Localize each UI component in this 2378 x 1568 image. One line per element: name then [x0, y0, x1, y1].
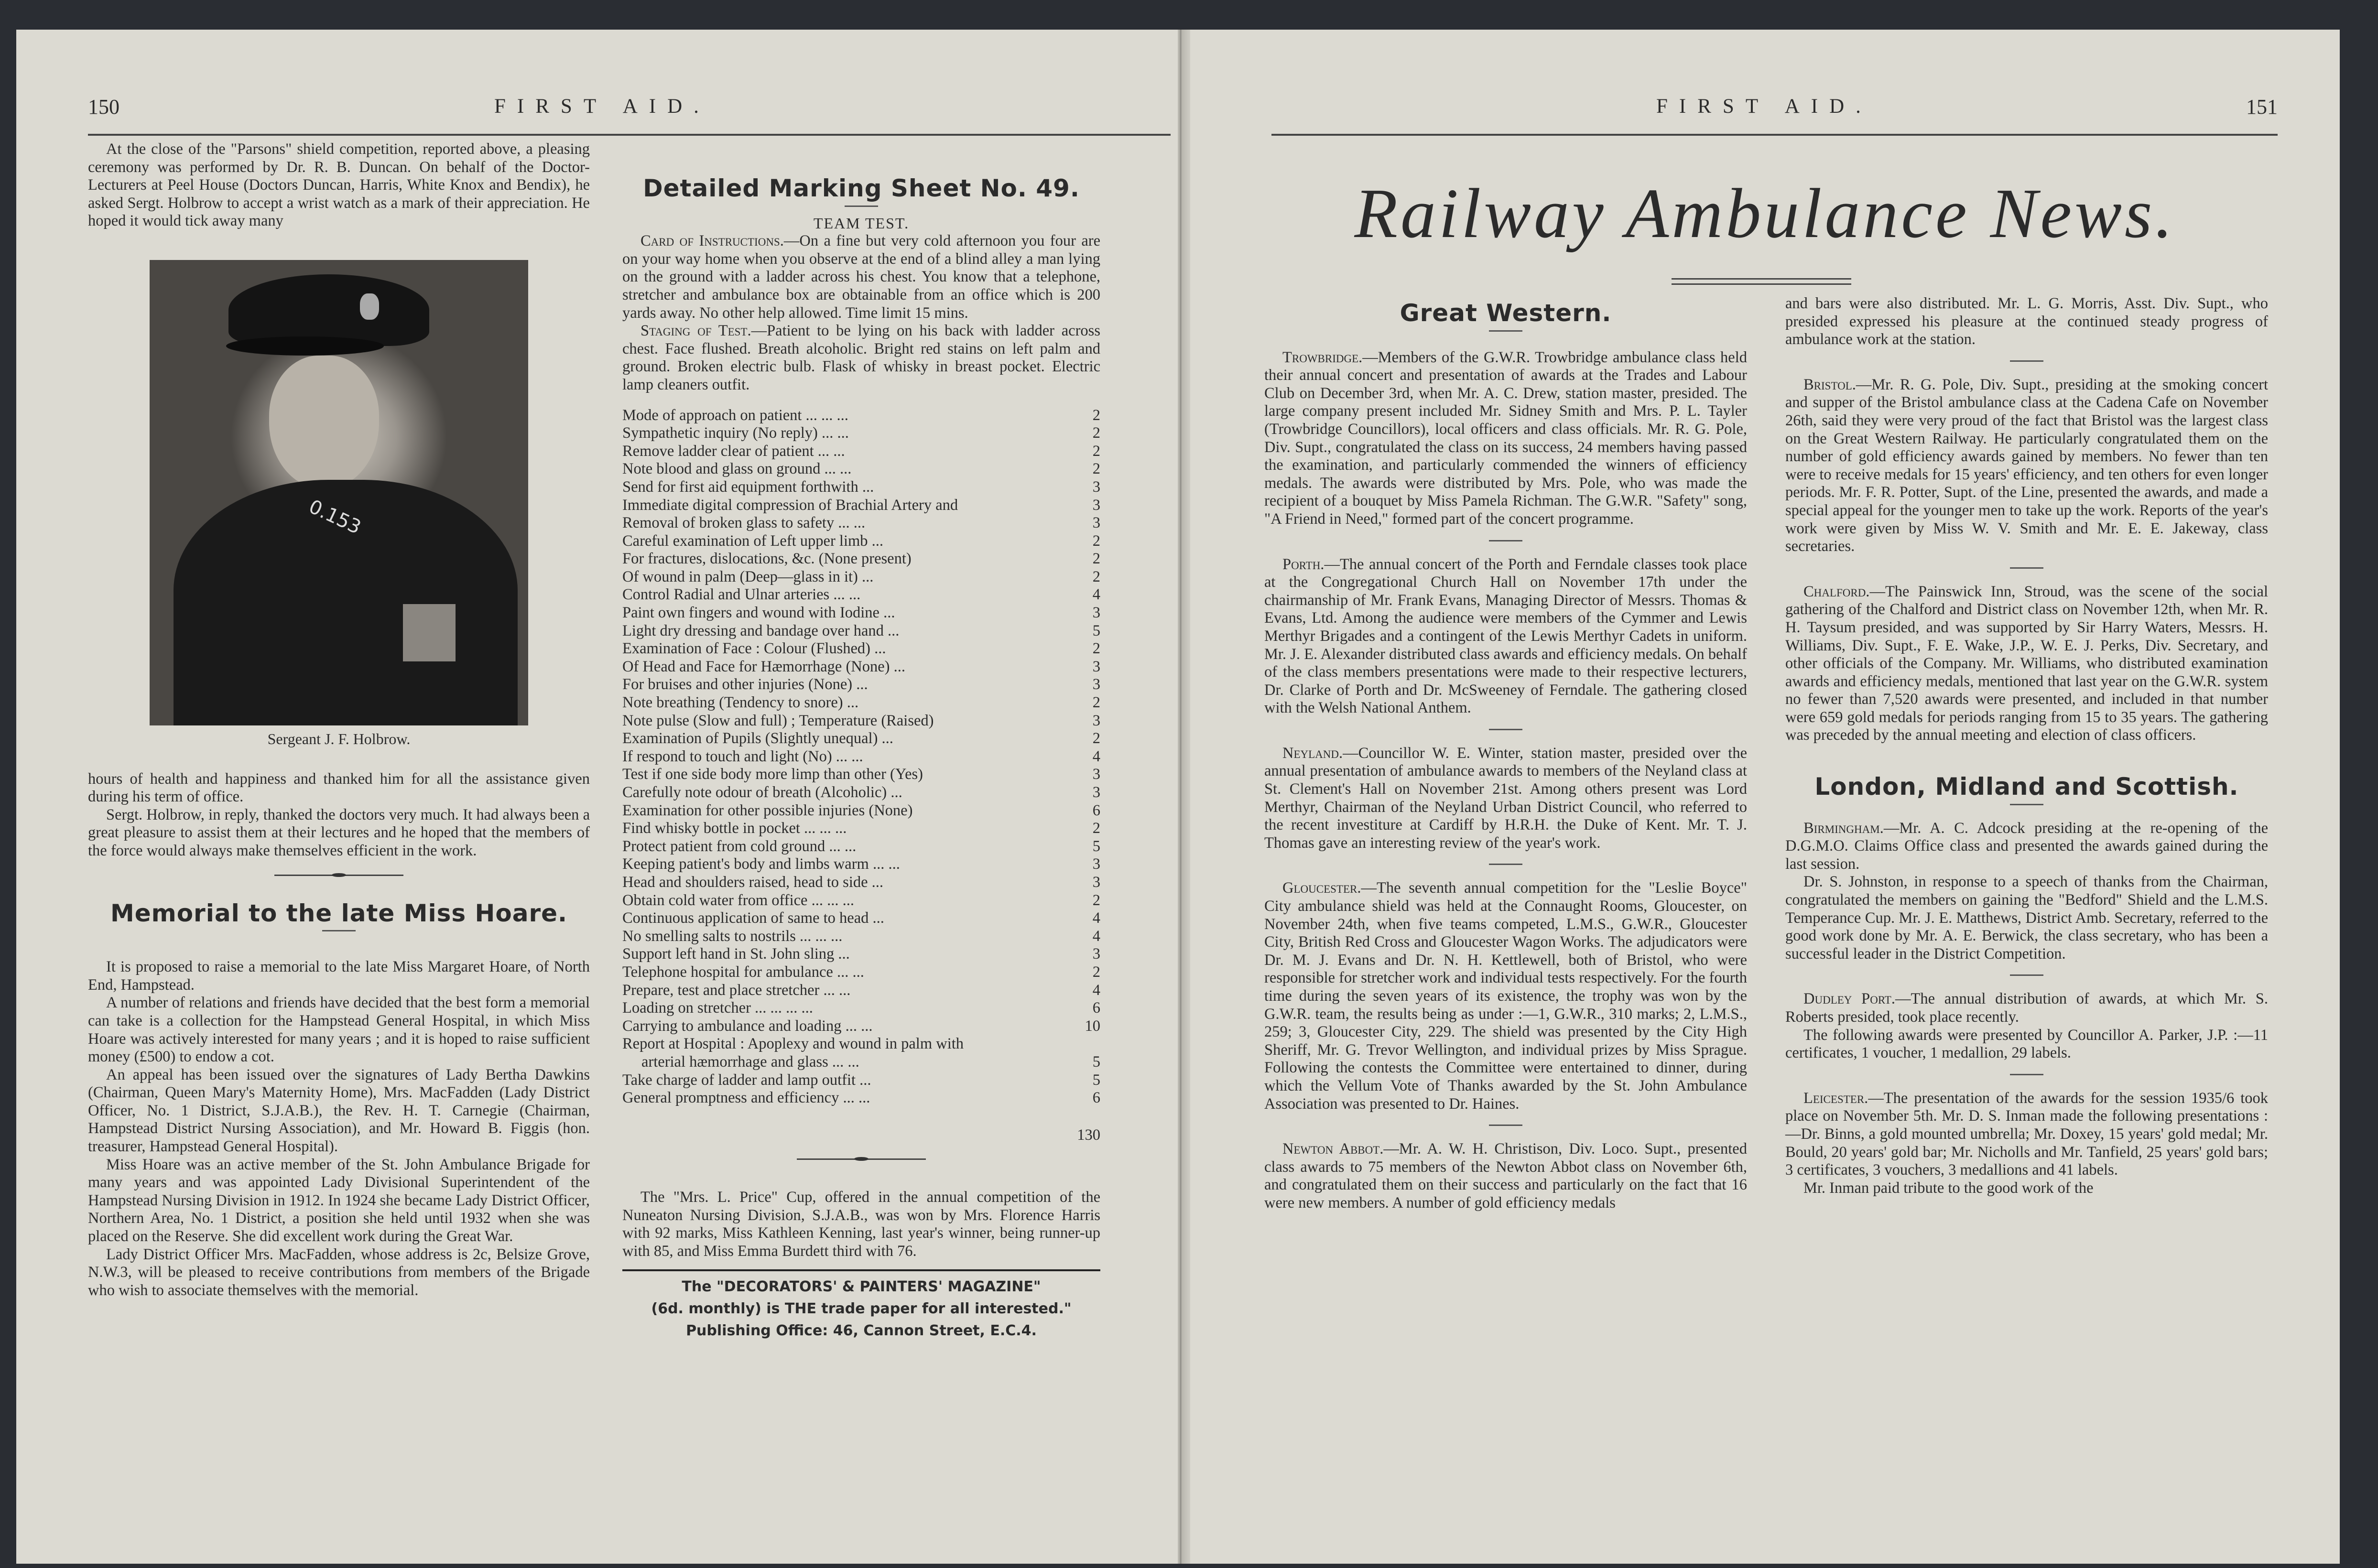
- marking-item-label: Carrying to ambulance and loading ... ...: [622, 1017, 873, 1035]
- marking-row: [622, 658, 1100, 676]
- marking-item-label: Protect patient from cold ground ... ...: [622, 837, 857, 855]
- marking-row: [622, 963, 1100, 982]
- marking-item-points: 4: [1092, 586, 1100, 604]
- marking-item-label: Take charge of ladder and lamp outfit ...: [622, 1071, 871, 1089]
- left-column-2: [622, 141, 1100, 1342]
- marking-item-label: Telephone hospital for ambulance ... ...: [622, 963, 864, 981]
- marking-item-label: No smelling salts to nostrils ... ... ...: [622, 927, 843, 945]
- marking-row: [622, 712, 1100, 730]
- marking-item-points: 3: [1092, 784, 1100, 801]
- collar-number: 0.153: [305, 496, 365, 539]
- marking-item-points: 2: [1092, 442, 1100, 460]
- marking-item-points: 4: [1092, 747, 1100, 765]
- marking-item-label: Examination of Pupils (Slightly unequal) ...: [622, 730, 893, 747]
- marking-item-label: Mode of approach on patient ... ... ...: [622, 406, 848, 424]
- short-rule: [2010, 567, 2043, 569]
- marking-sheet-heading: Detailed Marking Sheet No. 49.: [643, 174, 1080, 202]
- memorial-heading: Memorial to the late Miss Hoare.: [110, 899, 568, 927]
- marking-row: [622, 748, 1100, 766]
- marking-row: [622, 855, 1100, 874]
- marking-item-label: Careful examination of Left upper limb ...: [622, 532, 884, 550]
- leicester-text: —The presentation of the awards for the session 1935/6 took place on November 5th. Mr. D. S. Inman made the following presentations :—Dr. Binns, a gold mounted umbrella; Mr. Doxey, 15 years' gold medal; Mr. Bould, 20 years' gold bar; Mr. Nicholls and Mr. Tanfield, 25 years' gold bars; 3 certificates, 3 vouchers, 3 medallions and 41 labels.: [1785, 1089, 2268, 1179]
- short-rule: [2010, 974, 2043, 976]
- marking-row: [622, 999, 1100, 1017]
- holbrow-para-1: hours of health and happiness and thanked him for all the assistance given during his term of office.: [88, 770, 590, 806]
- marking-item-label: Head and shoulders raised, head to side ...: [622, 873, 884, 891]
- left-column-1: [88, 141, 590, 1299]
- porth-label: Porth.: [1282, 555, 1325, 573]
- marking-row: [622, 424, 1100, 443]
- marking-row: [622, 1035, 1100, 1053]
- bristol-label: Bristol.: [1803, 376, 1856, 393]
- marking-item-points: 2: [1092, 820, 1100, 837]
- marking-row: [622, 838, 1100, 856]
- marking-item-points: 2: [1092, 568, 1100, 585]
- marking-item-label: Obtain cold water from office ... ... ...: [622, 891, 854, 909]
- marking-row: [622, 945, 1100, 963]
- marking-item-label: Remove ladder clear of patient ... ...: [622, 442, 845, 460]
- running-head: FIRST AID.: [494, 95, 710, 118]
- marking-item-label: Support left hand in St. John sling ...: [622, 945, 850, 963]
- magazine-advert: [622, 1269, 1100, 1342]
- marking-item-label: Keeping patient's body and limbs warm ... ...: [622, 855, 900, 873]
- dudley-port-label: Dudley Port.: [1803, 990, 1895, 1008]
- marking-item-points: 2: [1092, 730, 1100, 747]
- marking-item-points: 2: [1092, 406, 1100, 424]
- marking-item-label: Control Radial and Ulnar arteries ... ...: [622, 586, 861, 604]
- marking-row: [622, 586, 1100, 604]
- dudley-port-text-2: The following awards were presented by Councillor A. Parker, J.P. :—11 certificates, 1 voucher, 1 medallion, 29 labels.: [1785, 1026, 2268, 1062]
- neyland-label: Neyland.: [1282, 744, 1343, 762]
- marking-item-label: Loading on stretcher ... ... ... ...: [622, 999, 813, 1017]
- marking-row: [622, 1071, 1100, 1090]
- short-rule: [1489, 729, 1522, 730]
- porth-text: —The annual concert of the Porth and Ferndale classes took place at the Congregational Church Hall on November 17th under the chairmanship of Mr. Frank Evans, Managing Director of Messrs. Thomas & Evans, Ltd. Among the audience were members of the Cymmer and Lewis Merthyr Brigades and a contingent of the Lewis Merthyr Cadets in uniform. Mr. J. E. Alexander distributed class awards and efficiency medals. On behalf of the class members presentations were made to their respective lecturers, Dr. Clarke of Porth and Dr. McSweeney of Ferndale. The gathering closed with the Welsh National Anthem.: [1264, 555, 1747, 717]
- marking-row: [622, 928, 1100, 946]
- dudley-port-text: —The annual distribution of awards, at which Mr. S. Roberts presided, took place recently.: [1785, 990, 2268, 1026]
- short-rule: [1489, 330, 1522, 332]
- header-rule: [88, 134, 1171, 136]
- newton-abbot-label: Newton Abbot.: [1282, 1140, 1384, 1158]
- marking-item-points: 4: [1092, 927, 1100, 945]
- gloucester-label: Gloucester.: [1282, 879, 1361, 897]
- marking-item-points: 2: [1092, 460, 1100, 478]
- marking-item-points: 3: [1092, 514, 1100, 532]
- marking-item-points: 6: [1092, 801, 1100, 819]
- memorial-para-4: Miss Hoare was an active member of the St. John Ambulance Brigade for many years and was appointed Lady Divisional Superintendent of the Hampstead Nursing Division in 1912. In 1924 she became Lady District Officer, Northern Area, No. 1 District, a position she held until 1932 when she was placed on the Reserve. She did excellent work during the Great War.: [88, 1156, 590, 1245]
- marking-row: [622, 1053, 1100, 1071]
- marking-row: [622, 568, 1100, 586]
- marking-row: [622, 514, 1100, 532]
- advert-line-1: The "DECORATORS' & PAINTERS' MAGAZINE": [682, 1278, 1041, 1295]
- running-head: FIRST AID.: [1656, 95, 1872, 118]
- ornament-divider: [274, 875, 403, 876]
- birmingham-label: Birmingham.: [1803, 819, 1884, 837]
- marking-row: [622, 694, 1100, 712]
- marking-item-points: 5: [1092, 1053, 1100, 1071]
- short-rule: [1489, 864, 1522, 865]
- marking-item-label: Examination for other possible injuries (None): [622, 801, 913, 819]
- marks-total: 130: [1077, 1126, 1100, 1144]
- instructions-label: Card of Instructions.: [641, 232, 784, 250]
- team-test-subheading: TEAM TEST.: [813, 214, 910, 232]
- marking-row: [622, 802, 1100, 820]
- birmingham-text: —Mr. A. C. Adcock presiding at the re-opening of the D.G.M.O. Claims Office class and presented the awards gained during the last session.: [1785, 819, 2268, 873]
- marking-item-points: [1081, 1035, 1100, 1053]
- advert-line-3: Publishing Office: 46, Cannon Street, E.C.4.: [686, 1322, 1037, 1339]
- marking-row: [622, 460, 1100, 478]
- marking-item-points: 3: [1092, 766, 1100, 783]
- marking-item-label: General promptness and efficiency ... ...: [622, 1089, 870, 1107]
- marking-item-label: arterial hæmorrhage and glass ... ...: [641, 1053, 859, 1071]
- marking-item-label: For fractures, dislocations, &c. (None present): [622, 550, 912, 568]
- marking-item-points: 4: [1092, 909, 1100, 927]
- marking-item-points: 3: [1092, 712, 1100, 729]
- ornament-divider: [797, 1158, 926, 1160]
- marking-row: [622, 874, 1100, 892]
- marking-item-points: 2: [1092, 891, 1100, 909]
- holbrow-para-2: Sergt. Holbrow, in reply, thanked the doctors very much. It had always been a great pleasure to assist them at their lectures and he hoped that the members of the force would always make themselves efficient in the work.: [88, 806, 590, 859]
- marking-item-points: 5: [1092, 622, 1100, 639]
- marking-item-label: Continuous application of same to head ...: [622, 909, 884, 927]
- newton-abbot-text: —Mr. A. W. H. Christison, Div. Loco. Supt., presented class awards to 75 members of the Newton Abbot class on November 6th, and congratulated them on their success and particularly on the fact that 16 were new members. A number of gold efficiency medals: [1264, 1140, 1747, 1211]
- marking-item-points: 3: [1092, 604, 1100, 622]
- title-double-rule: [1672, 278, 1851, 285]
- marking-row: [622, 676, 1100, 694]
- marking-item-label: Of wound in palm (Deep—glass in it) ...: [622, 568, 874, 585]
- memorial-para-1: It is proposed to raise a memorial to the late Miss Margaret Hoare, of North End, Hampstead.: [88, 958, 590, 994]
- marking-row: [622, 820, 1100, 838]
- marking-list: [622, 407, 1100, 1107]
- short-rule: [322, 930, 356, 931]
- marking-row: [622, 622, 1100, 640]
- short-rule: [845, 205, 878, 207]
- leicester-label: Leicester.: [1803, 1089, 1868, 1107]
- staging-label: Staging of Test.: [641, 322, 751, 340]
- marking-item-points: 2: [1092, 694, 1100, 712]
- birmingham-text-2: Dr. S. Johnston, in response to a speech of thanks from the Chairman, congratulated the members on gaining the "Bedford" Shield and the L.M.S. Temperance Cup. Mr. J. E. Matthews, District Amb. Secretary, referred to the good work done by Mr. A. E. Berwick, the class secretary, who has been a successful leader in the District Competition.: [1785, 873, 2268, 962]
- trowbridge-text: —Members of the G.W.R. Trowbridge ambulance class held their annual concert and presentation of awards at the Trades and Labour Club on December 3rd, when Mr. A. C. Drew, station master, presided. The large company present included Mr. Sidney Smith and Mrs. P. L. Tayler (Trowbridge Councillors), local officers and class officials. Mr. R. G. Pole, Div. Supt., congratulated the class on its success, 24 members having passed the examination, and particularly commended the winners of efficiency medals. The awards were distributed by Mrs. Pole, who was made the recipient of a bouquet by Miss Pamela Richman. The G.W.R. "Safety" song, "A Friend in Need," formed part of the concert programme.: [1264, 348, 1747, 528]
- trowbridge-label: Trowbridge.: [1282, 348, 1363, 366]
- marking-row: [622, 784, 1100, 802]
- marking-item-points: 3: [1092, 478, 1100, 496]
- marking-item-points: 2: [1092, 550, 1100, 568]
- marking-item-label: Of Head and Face for Hæmorrhage (None) ...: [622, 658, 905, 675]
- marking-item-label: If respond to touch and light (No) ... ...: [622, 747, 863, 765]
- marking-item-label: Test if one side body more limp than other (Yes): [622, 766, 923, 783]
- marking-row: [622, 550, 1100, 568]
- marking-item-points: 3: [1092, 496, 1100, 514]
- chalford-label: Chalford.: [1803, 583, 1870, 600]
- great-western-heading: Great Western.: [1400, 299, 1612, 327]
- marking-row: [622, 1017, 1100, 1036]
- marking-item-label: Sympathetic inquiry (No reply) ... ...: [622, 424, 849, 442]
- marking-row: [622, 766, 1100, 784]
- marking-item-label: Find whisky bottle in pocket ... ... ...: [622, 820, 847, 837]
- marking-item-label: Paint own fingers and wound with Iodine ...: [622, 604, 895, 622]
- marking-item-label: Carefully note odour of breath (Alcoholic) ...: [622, 784, 902, 801]
- short-rule: [2010, 360, 2043, 362]
- marking-item-points: 3: [1092, 676, 1100, 693]
- marking-row: [622, 532, 1100, 551]
- marking-item-points: 2: [1092, 424, 1100, 442]
- marking-item-points: 6: [1092, 1089, 1100, 1107]
- holbrow-photo: [150, 260, 528, 725]
- right-column-1: [1264, 295, 1747, 1212]
- left-page: [16, 30, 1178, 1564]
- memorial-para-5: Lady District Officer Mrs. MacFadden, whose address is 2c, Belsize Grove, N.W.3, will be pleased to receive contributions from members of the Brigade who wish to associate themselves with the memorial.: [88, 1245, 590, 1299]
- header-rule: [1271, 134, 2278, 136]
- lms-heading: London, Midland and Scottish.: [1814, 773, 2239, 801]
- marking-row: [622, 909, 1100, 928]
- marking-item-label: Note pulse (Slow and full) ; Temperature (Raised): [622, 712, 934, 729]
- marking-item-points: 5: [1092, 1071, 1100, 1089]
- marking-row: [622, 982, 1100, 1000]
- marking-item-label: Removal of broken glass to safety ... ...: [622, 514, 866, 532]
- marking-row: [622, 640, 1100, 658]
- marking-item-label: Prepare, test and place stretcher ... ...: [622, 981, 851, 999]
- right-page: [1190, 30, 2340, 1564]
- marking-item-points: 6: [1092, 999, 1100, 1017]
- marking-item-points: 3: [1092, 855, 1100, 873]
- marking-item-label: Note breathing (Tendency to snore) ...: [622, 694, 859, 712]
- gloucester-text: —The seventh annual competition for the "Leslie Boyce" City ambulance shield was held at the Connaught Rooms, Gloucester, on November 24th, when five teams competed, L.M.S., G.W.R., Gloucester City, British Red Cross and Gloucester Wagon Works. The adjudicators were Dr. M. J. Evans and Dr. N. H. Kettlewell, both of Bristol, who were responsible for stretcher work and individual tests respectively. For the fourth time during the seven years of its existence, the trophy was won by the G.W.R. team, the results being as under :—1, G.W.R., 310 marks; 2, L.M.S., 259; 3, Gloucester City, 229. The shield was presented by the City High Sheriff, Mr. G. Trevor Wellington, and individual prizes by Miss Sprague. Following the contests the Committee were entertained to dinner, during which the Vellum Vote of Thanks awarded by the St. John Ambulance Association was presented to Dr. Haines.: [1264, 879, 1747, 1113]
- marking-row: [622, 730, 1100, 748]
- staging-text: —Patient to be lying on his back with ladder across chest. Face flushed. Breath alcoholic. Bright red stains on left palm and ground. Broken electric bulb. Flask of whisky in breast pocket. Electric lamp cleaners outfit.: [622, 322, 1100, 393]
- page-number: 150: [88, 95, 119, 119]
- marking-row: [622, 443, 1100, 461]
- short-rule: [1489, 540, 1522, 541]
- photo-caption: Sergeant J. F. Holbrow.: [267, 730, 411, 747]
- advert-line-2: (6d. monthly) is THE trade paper for all interested.": [651, 1300, 1072, 1317]
- marking-row: [622, 604, 1100, 622]
- marking-row: [622, 497, 1100, 515]
- marking-item-points: 2: [1092, 640, 1100, 658]
- marking-row: [622, 1089, 1100, 1107]
- holbrow-intro: At the close of the "Parsons" shield competition, reported above, a pleasing ceremony was performed by Dr. R. B. Duncan. On behalf of the Doctor-Lecturers at Peel House (Doctors Duncan, Harris, White Knox and Bendix), he asked Sergt. Holbrow to accept a wrist watch as a mark of their appreciation. He hoped it would tick away many: [88, 141, 590, 230]
- chalford-text: —The Painswick Inn, Stroud, was the scene of the social gathering of the Chalford and District class on November 12th, when Mr. R. H. Taysum presided, and was supported by Sir Harry Waters, Messrs. H. Williams, Div. Supt., F. E. Wake, J.P., W. E. J. Perks, Div. Secretary, and other officials of the Company. Mr. Williams, who distributed examination awards and efficiency medals, mentioned that last year on the G.W.R. system no fewer than 7,520 awards were presented, and included in that number were 659 gold medals for periods ranging from 15 to 35 years. The gathering was preceded by the annual meeting and election of class officers.: [1785, 583, 2268, 744]
- short-rule: [1489, 1125, 1522, 1126]
- right-column-2: [1785, 295, 2268, 1197]
- marking-item-label: Immediate digital compression of Brachial Artery and: [622, 496, 958, 514]
- marking-item-label: Report at Hospital : Apoplexy and wound in palm with: [622, 1035, 964, 1053]
- marking-row: [622, 478, 1100, 497]
- marking-item-label: For bruises and other injuries (None) ...: [622, 676, 868, 693]
- railway-ambulance-title: Railway Ambulance News.: [1354, 174, 2176, 253]
- marking-item-points: 3: [1092, 945, 1100, 963]
- marking-item-points: 3: [1092, 873, 1100, 891]
- short-rule: [2010, 1074, 2043, 1075]
- marking-item-points: 2: [1092, 532, 1100, 550]
- memorial-para-2: A number of relations and friends have decided that the best form a memorial can take is a collection for the Hampstead General Hospital, in which Miss Hoare was actively interested for many years ; and it is hoped to raise sufficient money (£500) to endow a cot.: [88, 994, 590, 1066]
- marking-item-label: Light dry dressing and bandage over hand ...: [622, 622, 900, 639]
- marking-item-label: Examination of Face : Colour (Flushed) ...: [622, 640, 886, 658]
- marking-item-points: 3: [1092, 658, 1100, 675]
- marking-row: [622, 892, 1100, 910]
- short-rule: [2010, 804, 2043, 805]
- neyland-text: —Councillor W. E. Winter, station master, presided over the annual presentation of ambulance awards to members of the Neyland class at St. Clement's Hall on November 21st. Among others present was Lord Merthyr, Chairman of the Neyland Urban District Council, who referred to the recent investiture at Cardiff by H.R.H. the Duke of Kent. Mr. T. J. Thomas gave an interesting review of the year's work.: [1264, 744, 1747, 852]
- leicester-text-2: Mr. Inman paid tribute to the good work of the: [1803, 1179, 2094, 1197]
- marking-item-points: 4: [1092, 981, 1100, 999]
- marking-row: [622, 407, 1100, 425]
- price-cup-paragraph: The "Mrs. L. Price" Cup, offered in the annual competition of the Nuneaton Nursing Division, S.J.A.B., was won by Mrs. Florence Harris with 92 marks, Miss Kathleen Kenning, last year's winner, being runner-up with 85, and Miss Emma Burdett third with 76.: [622, 1189, 1100, 1260]
- marking-item-points: 2: [1092, 963, 1100, 981]
- marking-item-points: 5: [1092, 837, 1100, 855]
- newton-abbot-continued: and bars were also distributed. Mr. L. G. Morris, Asst. Div. Supt., who presided expressed his pleasure at the continued steady progress of ambulance work at the station.: [1785, 295, 2268, 348]
- instructions-text: —On a fine but very cold afternoon you four are on your way home when you observe at the end of a blind alley a man lying on the ground with a ladder across his chest. You know that a telephone, stretcher and ambulance box are obtainable from an office which is 200 yards away. No other help allowed. Time limit 15 mins.: [622, 232, 1100, 322]
- page-number: 151: [2246, 95, 2278, 119]
- memorial-para-3: An appeal has been issued over the signatures of Lady Bertha Dawkins (Chairman, Queen Mary's Maternity Home), Mrs. MacFadden (Lady District Officer, No. 1 District, S.J.A.B.), the Rev. H. T. Carnegie (Chairman, Hampstead District Nursing Association), and Mr. Howard B. Figgis (hon. treasurer, Hampstead General Hospital).: [88, 1066, 590, 1156]
- marking-item-label: Send for first aid equipment forthwith ...: [622, 478, 874, 496]
- marking-item-points: 10: [1085, 1017, 1100, 1035]
- bristol-text: —Mr. R. G. Pole, Div. Supt., presiding at the smoking concert and supper of the Bristol ambulance class at the Cadena Cafe on November 26th, said they were very proud of the fact that Bristol was the largest class on the Great Western Railway. He particularly congratulated them on the number of gold efficiency awards gained by members. No fewer than ten were to receive medals for 15 years' efficiency, and ten others for even longer periods. Mr. F. R. Potter, Supt. of the Line, presented the awards, and made a special appeal for the younger men to take up the work. Reports of the year's work were given by Miss W. V. Smith and Mr. E. E. Jakeway, class secretaries.: [1785, 376, 2268, 555]
- marking-item-label: Note blood and glass on ground ... ...: [622, 460, 852, 478]
